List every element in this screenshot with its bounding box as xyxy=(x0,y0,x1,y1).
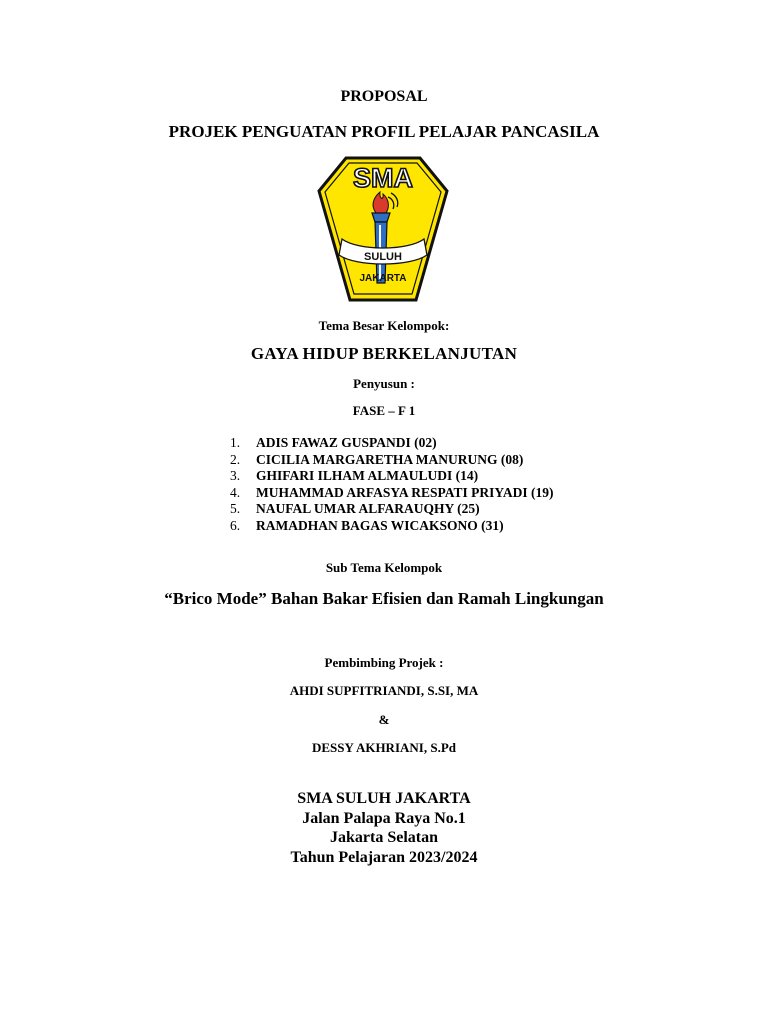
school-info xyxy=(0,789,768,867)
list-item: 4. MUHAMMAD ARFASYA RESPATI PRIYADI (19) xyxy=(230,484,554,500)
sub-tema-label: Sub Tema Kelompok xyxy=(325,560,443,575)
logo-banner-text: SULUH xyxy=(364,251,402,263)
school-year: Tahun Pelajaran 2023/2024 xyxy=(290,848,478,866)
member-list xyxy=(230,435,554,534)
logo-sma-text: SMA xyxy=(353,163,413,193)
document-subtitle: PROJEK PENGUATAN PROFIL PELAJAR PANCASILA xyxy=(168,122,600,141)
document-title: PROPOSAL xyxy=(340,88,428,105)
pembimbing-label: Pembimbing Projek : xyxy=(324,655,444,670)
fase-label: FASE – F 1 xyxy=(352,403,416,418)
tema-title: GAYA HIDUP BERKELANJUTAN xyxy=(250,344,518,363)
list-item: 2. CICILIA MARGARETHA MANURUNG (08) xyxy=(230,451,524,467)
list-item: 3. GHIFARI ILHAM ALMAULUDI (14) xyxy=(230,468,479,483)
logo-jakarta-text: JAKARTA xyxy=(359,273,407,284)
pembimbing-1: AHDI SUPFITRIANDI, S.SI, MA xyxy=(289,683,479,698)
list-item: 6. RAMADHAN BAGAS WICAKSONO (31) xyxy=(230,517,504,533)
ampersand: & xyxy=(378,712,390,727)
tema-label: Tema Besar Kelompok: xyxy=(318,318,450,333)
school-city: Jakarta Selatan xyxy=(330,829,438,846)
torch-cup-icon xyxy=(372,213,390,222)
sub-tema-title: “Brico Mode” Bahan Bakar Efisien dan Ramah Lingkungan xyxy=(164,589,604,608)
pembimbing-2: DESSY AKHRIANI, S.Pd xyxy=(311,740,456,755)
school-address: Jalan Palapa Raya No.1 xyxy=(302,809,466,827)
list-item: 5. NAUFAL UMAR ALFARAUQHY (25) xyxy=(230,501,480,516)
penyusun-label: Penyusun : xyxy=(353,376,415,391)
school-name: SMA SULUH JAKARTA xyxy=(297,790,471,807)
list-item: 1. ADIS FAWAZ GUSPANDI (02) xyxy=(230,435,437,450)
school-logo xyxy=(316,155,450,303)
